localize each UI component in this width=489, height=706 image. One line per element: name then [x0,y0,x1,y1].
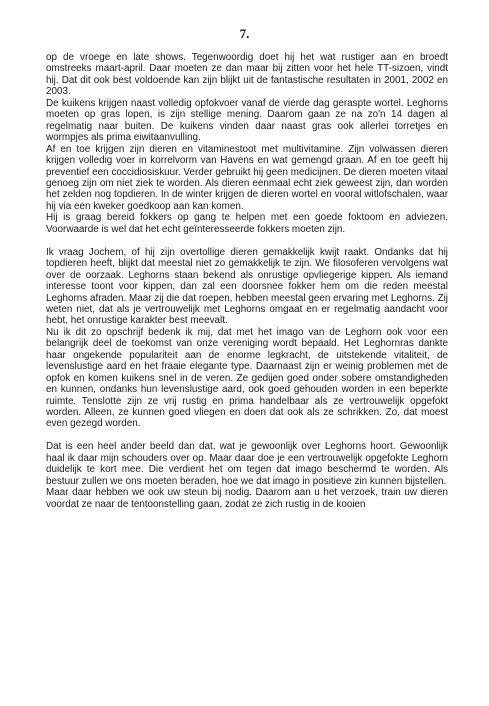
paragraph-spacer [46,430,448,441]
paragraph: Ik vraag Jochem, of hij zijn overtollige dieren gemakkelijk kwijt raakt. Ondanks dat hij topdieren heeft, blijkt dat meestal niet zo gemakkelijk te zijn. We filosoferen vervolgens wat over de oorzaak. Leghorns staan bekend als onrustige opvliegerige kippen. Als iemand interesse toont voor kippen, dan zal een doorsnee fokker hem om die reden meestal Leghorns afraden. Maar zij die dat roepen, hebben meestal geen ervaring met Leghorns. Zij weten niet, dat als je vertrouwelijk met Leghorns omgaat en er regelmatig aandacht voor hebt, het onrustige karakter best meevalt. [46,246,448,327]
paragraph: De kuikens krijgen naast volledig opfokvoer vanaf de vierde dag geraspte wortel. Leghorns moeten op gras lopen, is zijn stellige mening. Daarom gaan ze na zo'n 14 dagen al regelmatig naar buiten. De kuikens vinden daar naast gras ook allerlei torretjes en wormpjes als prima eiwitaanvulling. [46,97,448,144]
article-body [46,52,448,510]
paragraph: Nu ik dit zo opschrijf bedenk ik mij, dat met het imago van de Leghorn ook voor een belangrijk deel de toekomst van onze vereniging wordt bepaald. Het Leghornras dankte haar ongekende populariteit aan de enorme legkracht, de uitstekende vitaliteit, de levenslustige aard en het fraaie elegante type. Daarnaast zijn er weinig problemen met de opfok en komen kuikens snel in de veren. Ze gedijen goed onder sobere omstandigheden en kunnen, ondanks hun levenslustige aard, ook goed gehouden worden in een beperkte ruimte. Tenslotte zijn ze vrij rustig en prima handelbaar als ze vertrouwelijk opgefokt worden. Alleen, ze kunnen goed vliegen en doen dat ook als ze schrikken. Zo, dat moest even gezegd worden. [46,326,448,430]
paragraph: Hij is graag bereid fokkers op gang te helpen met een goede foktoom en adviezen. Voorwaarde is wel dat het echt geïnteresseerde fokkers moeten zijn. [46,212,448,235]
paragraph: Maar daar hebben we ook uw steun bij nodig. Daarom aan u het verzoek, train uw dieren voordat ze naar de tentoonstelling gaan, zodat ze zich rustig in de kooien [46,487,448,510]
page-number: 7. [239,26,250,41]
paragraph: op de vroege en late shows. Tegenwoordig doet hij het wat rustiger aan en broedt omstreeks maart-april. Daar moeten ze dan maar bij zitten voor het hele TT-sizoen, vindt hij. Dat dit ook best voldoende kan zijn blijkt uit de fantastische resultaten in 2001, 2002 en 2003. [46,52,448,98]
paragraph: Dat is een heel ander beeld dan dat, wat je gewoonlijk over Leghorns hoort. Gewoonlijk haal ik daar mijn schouders over op. Maar daar doe je een vertrouwelijk opgefokte Leghorn duidelijk te kort mee. Die verdient het om tegen dat imago beschermd te worden. Als bestuur zullen we ons moeten beraden, hoe we dat imago in positieve zin kunnen bijstellen. [46,441,448,487]
paragraph-spacer [46,235,448,246]
paragraph: Af en toe krijgen zijn dieren en vitaminestoot met multivitamine. Zijn volwassen dieren krijgen volledig voer in korrelvorm van Havens en wat gemengd graan. Af en toe geeft hij preventief een coccidiosiskuur. Verder gebruikt hij geen medicijnen. De dieren moeten vitaal genoeg zijn om niet ziek te worden. Als dieren eenmaal echt ziek geweest zijn, dan worden het zelden nog topdieren. In de winter krijgen de dieren wortel en vooral witlofschalen, waar hij via een kweker goedkoop aan kan komen. [46,143,448,212]
